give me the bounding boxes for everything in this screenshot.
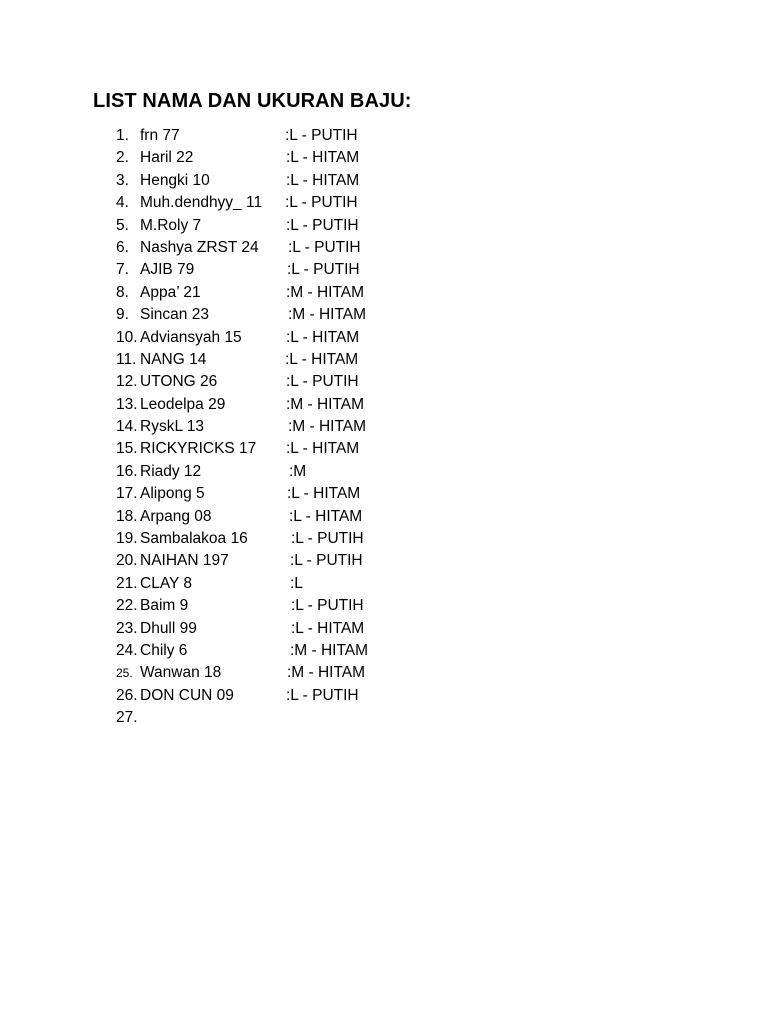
item-name: Haril 22 (140, 149, 194, 167)
item-number: 11. (116, 350, 137, 368)
item-name: Sincan 23 (140, 306, 209, 324)
item-number: 19. (116, 530, 138, 548)
list-item (0, 282, 768, 304)
item-size: :M - HITAM (288, 306, 367, 324)
item-number: 18. (116, 507, 138, 525)
item-size: :L - PUTIH (286, 373, 359, 391)
item-size: :M (289, 462, 307, 480)
item-size: :L - PUTIH (286, 216, 359, 234)
list-item (0, 528, 768, 550)
item-number: 27. (116, 709, 138, 727)
item-name: Wanwan 18 (140, 664, 222, 682)
item-size: :L - PUTIH (285, 194, 358, 212)
item-name: Chily 6 (140, 641, 188, 659)
list-item (0, 192, 768, 214)
item-number: 17. (116, 485, 138, 503)
item-name: Baim 9 (140, 597, 189, 615)
list-item (0, 170, 768, 192)
item-name: Riady 12 (140, 462, 202, 480)
item-name: RICKYRICKS 17 (140, 440, 257, 458)
list-item (0, 327, 768, 349)
item-number: 10. (116, 328, 138, 346)
list-item (0, 618, 768, 640)
item-size: :L - HITAM (289, 507, 363, 525)
item-size: :M - HITAM (286, 395, 365, 413)
item-size: :L - PUTIH (291, 597, 364, 615)
list-item (0, 237, 768, 259)
page-title: LIST NAMA DAN UKURAN BAJU: (93, 90, 412, 112)
item-size: :L - PUTIH (287, 261, 360, 279)
item-name: Dhull 99 (140, 619, 197, 637)
item-size: :M - HITAM (286, 283, 365, 301)
list-item (0, 371, 768, 393)
item-number: 7. (116, 261, 129, 279)
item-name: Sambalakoa 16 (140, 530, 248, 548)
item-size: :L - HITAM (286, 171, 360, 189)
item-size: :L - HITAM (285, 350, 359, 368)
item-number: 24. (116, 641, 138, 659)
list-item (0, 506, 768, 528)
name-size-list (0, 125, 768, 730)
item-size: :M - HITAM (290, 641, 369, 659)
item-number: 13. (116, 395, 138, 413)
item-size: :L (290, 574, 303, 592)
item-size: :L - HITAM (286, 149, 360, 167)
item-size: :L - PUTIH (290, 552, 363, 570)
item-name: RyskL 13 (140, 418, 205, 436)
item-size: :L - HITAM (291, 619, 365, 637)
item-size: :L - HITAM (287, 485, 361, 503)
item-name: frn 77 (140, 127, 180, 144)
item-number: 3. (116, 171, 129, 189)
item-number: 12. (116, 373, 138, 391)
list-item (0, 438, 768, 460)
item-name: Muh.dendhyy_ 11 (140, 194, 263, 212)
item-name: NAIHAN 197 (140, 552, 229, 570)
list-item (0, 147, 768, 169)
item-number: 4. (116, 194, 129, 212)
list-item (0, 662, 768, 684)
item-number: 25. (116, 666, 133, 681)
list-item (0, 640, 768, 662)
list-item (0, 259, 768, 281)
list-item (0, 573, 768, 595)
item-name: CLAY 8 (140, 574, 192, 592)
item-name: Appa’ 21 (140, 283, 201, 301)
item-size: :L - PUTIH (291, 530, 364, 548)
list-item (0, 215, 768, 237)
item-size: :M - HITAM (288, 418, 367, 436)
item-number: 5. (116, 216, 129, 234)
item-name: Nashya ZRST 24 (140, 238, 259, 256)
item-number: 16. (116, 462, 138, 480)
item-name: Hengki 10 (140, 171, 210, 189)
item-size: :L - HITAM (286, 440, 360, 458)
item-size: :L - PUTIH (286, 686, 359, 704)
item-name: AJIB 79 (140, 261, 195, 279)
list-item (0, 461, 768, 483)
item-number: 26. (116, 686, 138, 704)
item-name: Arpang 08 (140, 507, 212, 525)
item-number: 23. (116, 619, 138, 637)
list-item (0, 304, 768, 326)
item-size: :M - HITAM (287, 664, 366, 682)
list-item (0, 394, 768, 416)
item-number: 8. (116, 283, 129, 301)
item-number: 14. (116, 418, 138, 436)
item-number: 9. (116, 306, 129, 324)
item-number: 2. (116, 149, 129, 167)
item-name: Alipong 5 (140, 485, 205, 503)
item-number: 20. (116, 552, 138, 570)
list-item (0, 550, 768, 572)
item-size: :L - HITAM (286, 328, 360, 346)
item-number: 6. (116, 238, 129, 256)
list-item (0, 416, 768, 438)
item-number: 21. (116, 574, 138, 592)
item-name: UTONG 26 (140, 373, 218, 391)
item-number: 15. (116, 440, 138, 458)
item-name: NANG 14 (140, 350, 207, 368)
list-item (0, 685, 768, 707)
list-item (0, 595, 768, 617)
item-name: M.Roly 7 (140, 216, 202, 234)
list-item (0, 125, 768, 147)
list-item (0, 707, 768, 729)
item-name: DON CUN 09 (140, 686, 234, 704)
item-size: :L - PUTIH (285, 127, 358, 144)
item-size: :L - PUTIH (288, 238, 361, 256)
item-name: Leodelpa 29 (140, 395, 226, 413)
list-item (0, 483, 768, 505)
item-number: 22. (116, 597, 138, 615)
item-number: 1. (116, 127, 129, 144)
list-item (0, 349, 768, 371)
item-name: Adviansyah 15 (140, 328, 242, 346)
